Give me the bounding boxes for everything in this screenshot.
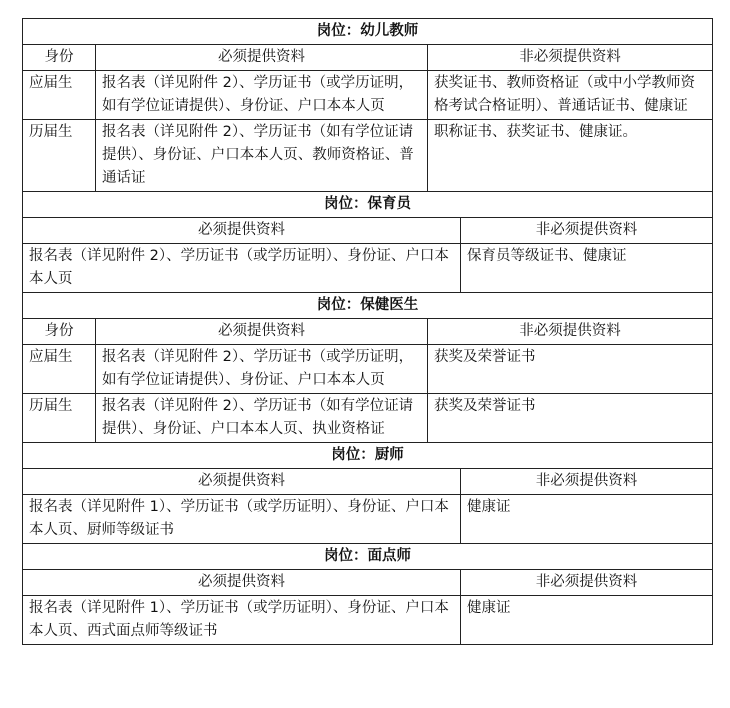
section-title-childcare-worker: 岗位：保育员: [23, 192, 713, 218]
col-header-required: 必须提供资料: [23, 570, 461, 596]
section-title-row: [23, 19, 713, 45]
optional-cell: 获奖证书、教师资格证（或中小学教师资格考试合格证明）、普通话证书、健康证: [428, 71, 713, 120]
section-title-health-doctor: 岗位：保健医生: [23, 293, 713, 319]
section-title-chef: 岗位：厨师: [23, 443, 713, 469]
identity-cell: 应届生: [23, 345, 96, 394]
col-header-optional: 非必须提供资料: [461, 570, 713, 596]
header-row: [23, 218, 713, 244]
table-row: [23, 120, 713, 192]
section-title-row: [23, 443, 713, 469]
optional-cell: 保育员等级证书、健康证: [461, 244, 713, 293]
header-row: [23, 469, 713, 495]
optional-cell: 职称证书、获奖证书、健康证。: [428, 120, 713, 192]
document-page: [22, 18, 712, 645]
table-row: [23, 495, 713, 544]
optional-cell: 获奖及荣誉证书: [428, 394, 713, 443]
col-header-optional: 非必须提供资料: [428, 45, 713, 71]
required-cell: 报名表（详见附件 2）、学历证书（或学历证明）、身份证、户口本本人页: [23, 244, 461, 293]
table-row: [23, 345, 713, 394]
col-header-required: 必须提供资料: [96, 319, 428, 345]
identity-cell: 应届生: [23, 71, 96, 120]
optional-cell: 获奖及荣誉证书: [428, 345, 713, 394]
header-row: [23, 319, 713, 345]
section-title-row: [23, 544, 713, 570]
required-cell: 报名表（详见附件 1）、学历证书（或学历证明）、身份证、户口本本人页、西式面点师等级证书: [23, 596, 461, 645]
required-cell: 报名表（详见附件 2）、学历证书（如有学位证请提供）、身份证、户口本本人页、教师资格证、普通话证: [96, 120, 428, 192]
required-cell: 报名表（详见附件 1）、学历证书（或学历证明）、身份证、户口本本人页、厨师等级证书: [23, 495, 461, 544]
col-header-optional: 非必须提供资料: [461, 469, 713, 495]
section-title-kindergarten-teacher: 岗位：幼儿教师: [23, 19, 713, 45]
identity-cell: 历届生: [23, 394, 96, 443]
section-title-row: [23, 293, 713, 319]
required-cell: 报名表（详见附件 2）、学历证书（如有学位证请提供）、身份证、户口本本人页、执业资格证: [96, 394, 428, 443]
section-title-row: [23, 192, 713, 218]
col-header-optional: 非必须提供资料: [461, 218, 713, 244]
col-header-identity: 身份: [23, 319, 96, 345]
required-cell: 报名表（详见附件 2）、学历证书（或学历证明，如有学位证请提供）、身份证、户口本本人页: [96, 71, 428, 120]
table-row: [23, 244, 713, 293]
table-row: [23, 394, 713, 443]
identity-cell: 历届生: [23, 120, 96, 192]
requirements-table: [22, 18, 713, 645]
col-header-required: 必须提供资料: [96, 45, 428, 71]
section-title-pastry-chef: 岗位：面点师: [23, 544, 713, 570]
header-row: [23, 45, 713, 71]
table-row: [23, 71, 713, 120]
col-header-required: 必须提供资料: [23, 469, 461, 495]
col-header-identity: 身份: [23, 45, 96, 71]
col-header-required: 必须提供资料: [23, 218, 461, 244]
header-row: [23, 570, 713, 596]
required-cell: 报名表（详见附件 2）、学历证书（或学历证明，如有学位证请提供）、身份证、户口本本人页: [96, 345, 428, 394]
optional-cell: 健康证: [461, 495, 713, 544]
col-header-optional: 非必须提供资料: [428, 319, 713, 345]
table-row: [23, 596, 713, 645]
optional-cell: 健康证: [461, 596, 713, 645]
